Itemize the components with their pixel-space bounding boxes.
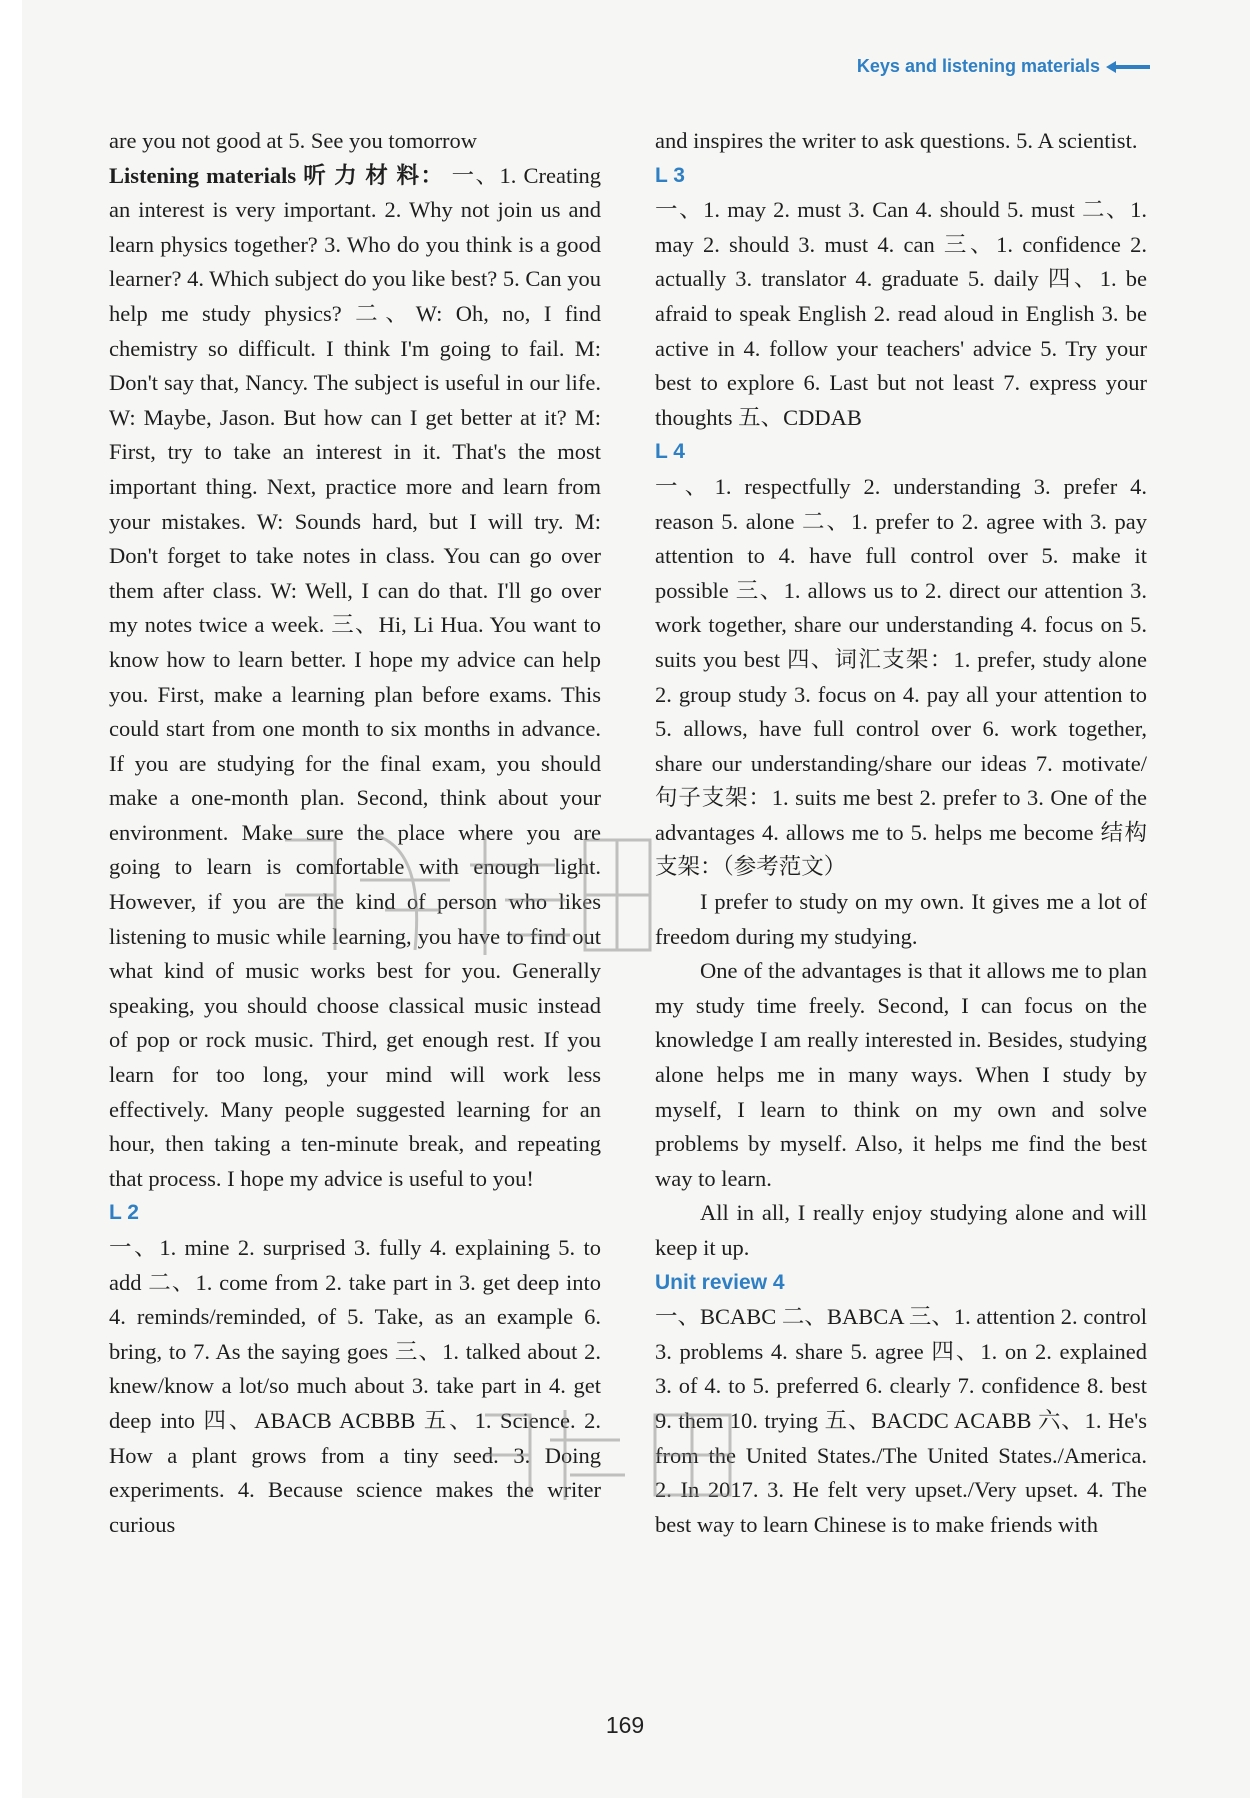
answer-text: are you not good at 5. See you tomorrow: [109, 128, 478, 153]
l4-answers: 一、1. respectfully 2. understanding 3. prefer 4. reason 5. alone 二、1. prefer to 2. agree with 3. pay attention to 4. have full control over 5. make it possible 三、1. allows us to 2. direct our attention 3. work together, share our understanding 4. focus on 5. suits you best 四、词汇支架：1. prefer, study alone 2. group study 3. focus on 4. pay all your attention to 5. allows, have full control over 6. work together, share our understanding/share our ideas 7. motivate/句子支架：1. suits me best 2. prefer to 3. One of the advantages 4. allows me to 5. helps me become 结构支架：（参考范文）: [655, 473, 1147, 880]
listening-materials-label: Listening materials 听 力 材 料：: [109, 162, 445, 188]
section-heading-l2: L 2: [109, 1201, 139, 1225]
essay-paragraph: All in all, I really enjoy studying alone and will keep it up.: [655, 1200, 1147, 1260]
section-heading-l3: L 3: [655, 163, 685, 187]
answer-text: and inspires the writer to ask questions. 5. A scientist.: [655, 128, 1138, 153]
essay-paragraph: One of the advantages is that it allows me to plan my study time freely. Second, I can focus on the knowledge I am really interested in. Besides, studying alone helps me in many ways. When I study by myself, I learn to think on my own and solve problems by myself. Also, it helps me find the best way to learn.: [655, 958, 1147, 1191]
unit-review-answers: 一、BCABC 二、BABCA 三、1. attention 2. control 3. problems 4. share 5. agree 四、1. on 2. explained 3. of 4. to 5. preferred 6. clearly 7. confidence 8. best 9. them 10. trying 五、BACDC ACABB 六、1. He's from the United States./The United States./America. 2. In 2017. 3. He felt very upset./Very upset. 4. The best way to learn Chinese is to make friends with: [655, 1304, 1147, 1537]
listening-materials-text: 一、1. Creating an interest is very important. 2. Why not join us and learn physics together? 3. Who do you think is a good learner? 4. Which subject do you like best? 5. Can you help me study physics? 二、W: Oh, no, I find chemistry so difficult. I think I'm going to fail. M: Don't say that, Nancy. The subject is useful in our life. W: Maybe, Jason. But how can I get better at it? M: First, try to take an interest in it. That's the most important thing. Next, practice more and learn from your mistakes. W: Sounds hard, but I will try. M: Don't forget to take notes in class. You can go over them after class. W: Well, I can do that. I'll go over my notes twice a week. 三、Hi, Li Hua. You want to know how to learn better. I hope my advice can help you. First, make a learning plan before exams. This could start from one month to six months in advance. If you are studying for the final exam, you should make a one-month plan. Second, think about your environment. Make sure the place where you are going to learn is comfortable with enough light. However, if you are the kind of person who likes listening to music while learning, you have to find out what kind of music works best for you. Generally speaking, you should choose classical music instead of pop or rock music. Third, get enough rest. If you learn for too long, your mind will work less effectively. Many people suggested learning for an hour, then taking a ten-minute break, and repeating that process. I hope my advice is useful to you!: [109, 162, 601, 1191]
l2-answers: 一、1. mine 2. surprised 3. fully 4. explaining 5. to add 二、1. come from 2. take part in 3. get deep into 4. reminds/reminded, of 5. Take, as an example 6. bring, to 7. As the saying goes 三、1. talked about 2. knew/know a lot/so much about 3. take part in 4. get deep into 四、ABACB ACBBB 五、1. Science. 2. How a plant grows from a tiny seed. 3. Doing experiments. 4. Because science makes the writer curious: [109, 1235, 601, 1537]
right-column: [655, 124, 1147, 1542]
l3-answers: 一、1. may 2. must 3. Can 4. should 5. must 二、1. may 2. should 3. must 4. can 三、1. confidence 2. actually 3. translator 4. graduate 5. daily 四、1. be afraid to speak English 2. read aloud in English 3. be active in 4. follow your teachers' advice 5. Try your best to explore 6. Last but not least 7. express your thoughts 五、CDDAB: [655, 197, 1147, 430]
essay-paragraph: I prefer to study on my own. It gives me a lot of freedom during my studying.: [655, 889, 1147, 949]
section-heading-unit-review: Unit review 4: [655, 1270, 785, 1294]
page-number: 169: [605, 1712, 645, 1738]
running-header: [857, 56, 1150, 77]
page-edge: [0, 0, 22, 1798]
arrow-left-icon: [1106, 61, 1150, 73]
listening-materials: [109, 159, 601, 1197]
section-heading-l4: L 4: [655, 440, 685, 464]
header-title: Keys and listening materials: [856, 56, 1100, 76]
left-column: [109, 124, 601, 1542]
